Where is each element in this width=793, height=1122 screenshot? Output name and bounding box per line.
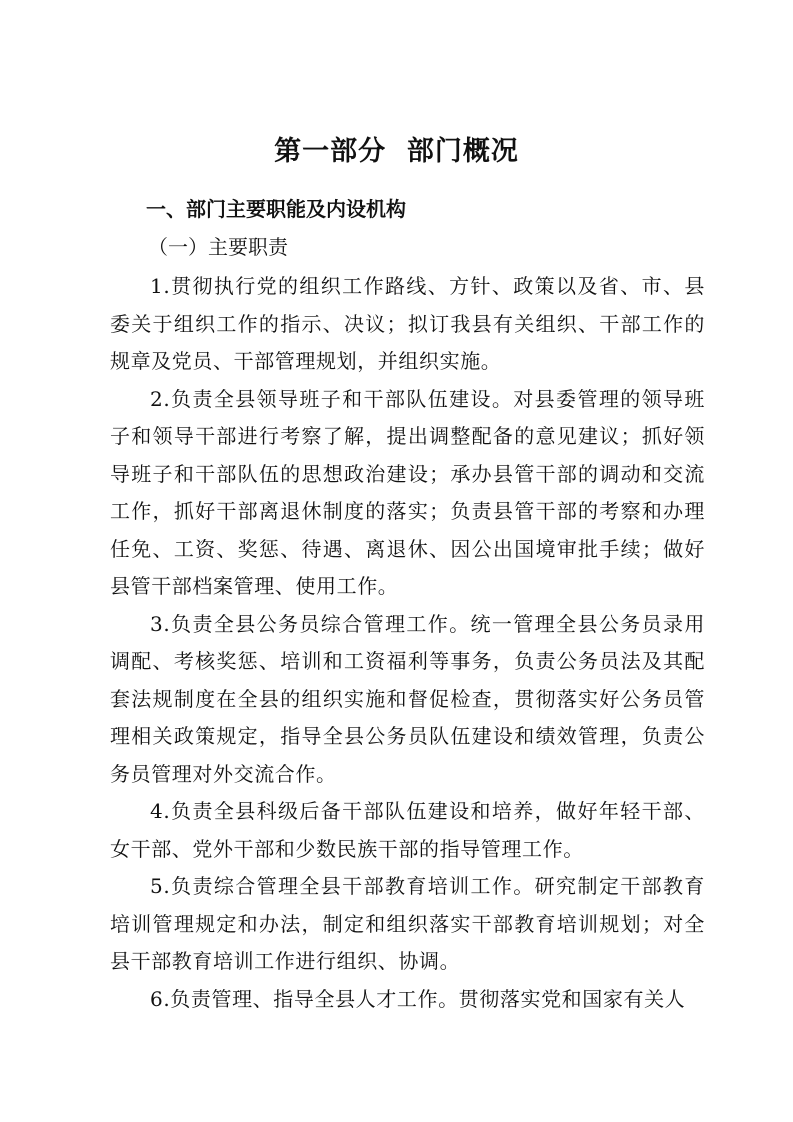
paragraph-2: 2.负责全县领导班子和干部队伍建设。对县委管理的领导班子和领导干部进行考察了解，提出调整配备的意见建议；抓好领导班子和干部队伍的思想政治建设；承办县管干部的调动和交流工作，抓好干部离退休制度的落实；负责县管干部的考察和办理任免、工资、奖惩、待遇、离退休、因公出国境审批手续；做好县管干部档案管理、使用工作。 [110, 386, 705, 598]
paragraph-3: 3.负责全县公务员综合管理工作。统一管理全县公务员录用调配、考核奖惩、培训和工资福利等事务，负责公务员法及其配套法规制度在全县的组织实施和督促检查，贯彻落实好公务员管理相关政策规定，指导全县公务员队伍建设和绩效管理，负责公务员管理对外交流合作。 [110, 611, 705, 786]
paragraph-5: 5.负责综合管理全县干部教育培训工作。研究制定干部教育培训管理规定和办法，制定和组织落实干部教育培训规划；对全县干部教育培训工作进行组织、协调。 [110, 874, 705, 973]
subheading: （一）主要职责 [148, 235, 288, 259]
body-text [110, 268, 705, 1018]
paragraph-1: 1.贯彻执行党的组织工作路线、方针、政策以及省、市、县委关于组织工作的指示、决议；拟订我县有关组织、干部工作的规章及党员、干部管理规划，并组织实施。 [110, 274, 705, 373]
page-title: 第一部分 部门概况 [274, 136, 519, 167]
section-heading: 一、部门主要职能及内设机构 [146, 197, 406, 221]
paragraph-4: 4.负责全县科级后备干部队伍建设和培养，做好年轻干部、女干部、党外干部和少数民族干部的指导管理工作。 [110, 799, 705, 861]
paragraph-6: 6.负责管理、指导全县人才工作。贯彻落实党和国家有关人 [150, 986, 686, 1011]
